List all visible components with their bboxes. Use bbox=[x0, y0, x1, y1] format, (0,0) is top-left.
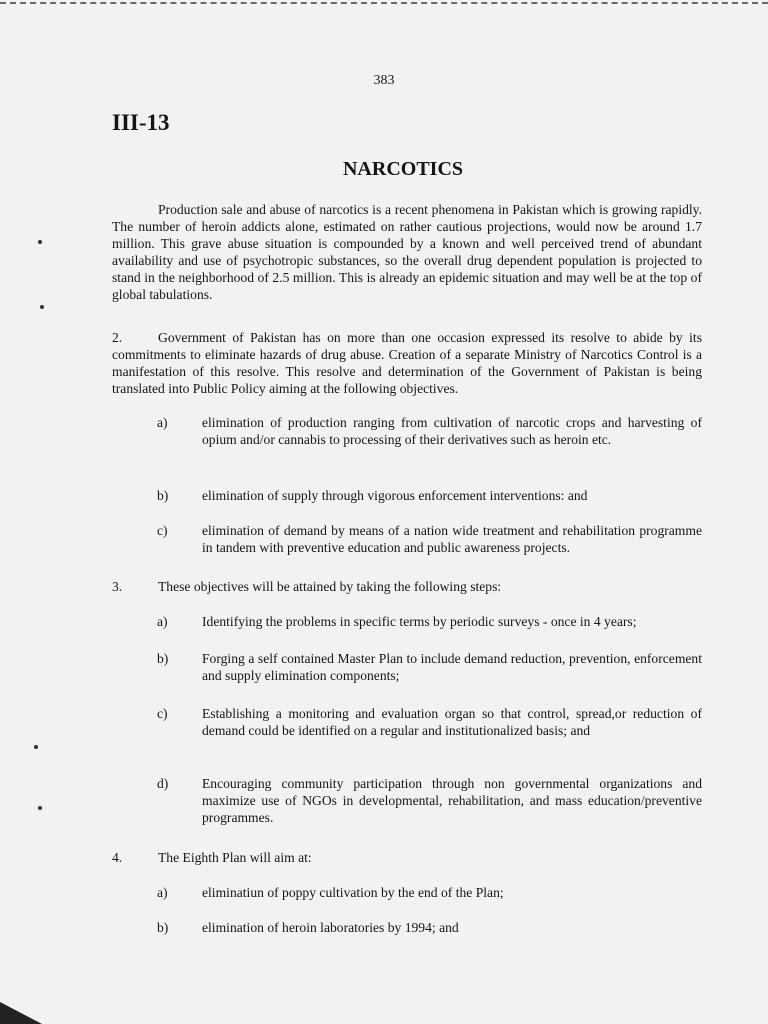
list-item-text: elimination of production ranging from cultivation of narcotic crops and harvesting of opium and/or cannabis to processing of their derivatives such as heroin etc. bbox=[202, 415, 702, 447]
list-marker: b) bbox=[157, 651, 169, 666]
section-heading: III-13 bbox=[112, 110, 170, 135]
scan-speck bbox=[38, 806, 42, 810]
list-item-text: elimination of heroin laboratories by 1994; and bbox=[202, 920, 459, 935]
list-marker: c) bbox=[157, 523, 168, 538]
list-marker: a) bbox=[157, 415, 168, 430]
list-marker: d) bbox=[157, 776, 169, 791]
list-item-text: Identifying the problems in specific terms by periodic surveys - once in 4 years; bbox=[202, 614, 637, 629]
scan-speck bbox=[40, 305, 44, 309]
paragraph-1 bbox=[112, 201, 702, 303]
list-marker: c) bbox=[157, 706, 168, 721]
list-item-text: Forging a self contained Master Plan to include demand reduction, prevention, enforcement and supply elimination components; bbox=[202, 651, 702, 683]
list-marker: b) bbox=[157, 920, 169, 935]
paragraph-3-text: These objectives will be attained by taking the following steps: bbox=[158, 579, 502, 594]
list-item-text: Encouraging community participation through non governmental organizations and maximize use of NGOs in developmental, rehabilitation, and mass education/preventive programmes. bbox=[202, 776, 702, 825]
paragraph-number-3: 3. bbox=[112, 579, 123, 594]
page-title: NARCOTICS bbox=[342, 158, 464, 180]
list-marker: b) bbox=[157, 488, 169, 503]
page-number: 383 bbox=[373, 73, 395, 88]
paragraph-number-4: 4. bbox=[112, 850, 123, 865]
paragraph-2-text: Government of Pakistan has on more than one occasion expressed its resolve to abide by its commitments to eliminate hazards of drug abuse. Creation of a separate Ministry of Narcotics Control is a manifestation of this resolve. This resolve and determination of the Government of Pakistan is being translated into Public Policy aiming at the following objectives. bbox=[112, 330, 702, 396]
list-item-text: Establishing a monitoring and evaluation organ so that control, spread,or reduction of demand could be identified on a regular and institutionalized basis; and bbox=[202, 706, 702, 738]
paragraph-1-text: Production sale and abuse of narcotics is a recent phenomena in Pakistan which is growing rapidly. The number of heroin addicts alone, estimated on rather cautious projections, would now be around 1.7 million. This grave abuse situation is compounded by a known and well perceived trend of abundant availability and use of psychotropic substances, so the overall drug dependent population is projected to stand in the neighborhood of 2.5 million. This is already an epidemic situation and may well be at the top of global tabulations. bbox=[112, 202, 702, 302]
paragraph-4-text: The Eighth Plan will aim at: bbox=[158, 850, 312, 865]
list-item-text: eliminatiun of poppy cultivation by the end of the Plan; bbox=[202, 885, 504, 900]
list-marker: a) bbox=[157, 614, 168, 629]
paragraph-2 bbox=[112, 329, 702, 397]
list-item-text: elimination of supply through vigorous enforcement interventions: and bbox=[202, 488, 588, 503]
paragraph-number-2: 2. bbox=[112, 330, 123, 345]
scan-speck bbox=[38, 240, 42, 244]
scan-corner-shadow bbox=[0, 1002, 42, 1024]
scan-top-border bbox=[0, 2, 768, 4]
list-marker: a) bbox=[157, 885, 168, 900]
list-item-text: elimination of demand by means of a nation wide treatment and rehabilitation programme in tandem with preventive education and public awareness projects. bbox=[202, 523, 702, 555]
scan-speck bbox=[34, 745, 38, 749]
